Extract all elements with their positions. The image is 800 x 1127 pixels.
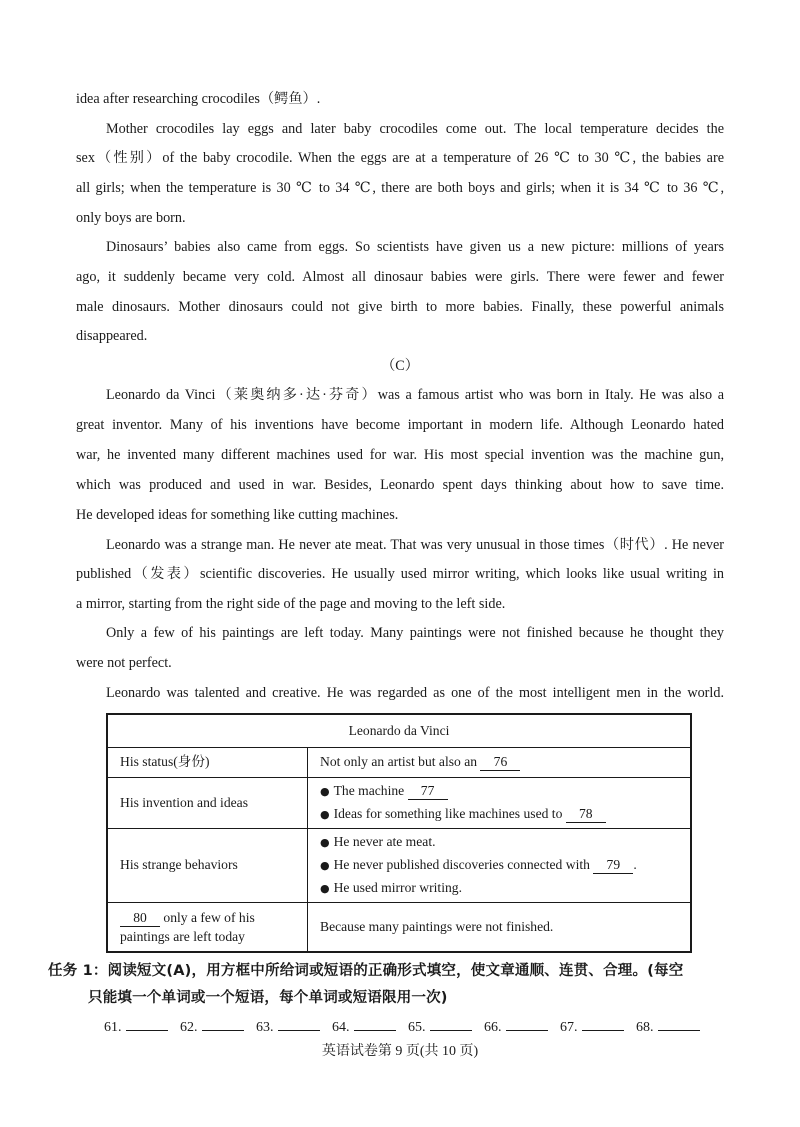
bullet-icon: ● xyxy=(320,858,330,872)
invention-item: The machine xyxy=(333,782,405,798)
paragraph-line: Only a few of his paintings are left today. Many paintings were not finished because he thought they xyxy=(106,625,724,641)
paragraph-line: Leonardo da Vinci（莱奥纳多·达·芬奇）was a famous artist who was born in Italy. He was also a xyxy=(106,387,724,403)
blank-78[interactable]: 78 xyxy=(566,806,606,823)
paragraph-line: sex（性别）of the baby crocodile. When the eggs are at a temperature of 26 ℃ to 30 ℃, the babies are xyxy=(76,150,724,166)
invention-item: Ideas for something like machines used to xyxy=(333,805,563,821)
paragraph-line: ago, it suddenly became very cold. Almost all dinosaur babies were girls. There were fewer and fewer xyxy=(76,269,724,285)
blank-76[interactable]: 76 xyxy=(480,754,520,771)
answer-blank[interactable]: 65. xyxy=(408,1017,472,1036)
blank-79[interactable]: 79 xyxy=(593,857,633,874)
paragraph-line: disappeared. xyxy=(76,328,148,344)
paintings-label-b: paintings are left today xyxy=(120,928,245,944)
period: . xyxy=(633,856,637,872)
bullet-icon: ● xyxy=(320,881,330,895)
table-label-behaviors: His strange behaviors xyxy=(107,828,308,902)
page-footer: 英语试卷第 9 页(共 10 页) xyxy=(321,1044,479,1059)
table-label-invention: His invention and ideas xyxy=(107,777,308,828)
answer-blank[interactable]: 62. xyxy=(180,1017,244,1036)
paragraph-line: only boys are born. xyxy=(76,210,186,226)
behavior-item: He never ate meat. xyxy=(333,833,436,849)
paragraph-line: Mother crocodiles lay eggs and later baby crocodiles come out. The local temperature decides the xyxy=(106,121,724,137)
answer-blanks xyxy=(104,1017,709,1036)
answer-blank[interactable]: 67. xyxy=(560,1017,624,1036)
section-heading: （C） xyxy=(381,358,419,374)
bullet-icon: ● xyxy=(320,784,330,798)
paragraph-line: published（发表）scientific discoveries. He usually used mirror writing, which looks like usual writing in xyxy=(76,566,724,582)
paragraph-line: which was produced and used in war. Besides, Leonardo spent days thinking about how to save time. xyxy=(76,477,724,493)
status-text: Not only an artist but also an xyxy=(320,754,478,769)
table-title: Leonardo da Vinci xyxy=(107,714,691,747)
table-cell-paintings: Because many paintings were not finished. xyxy=(308,902,692,952)
task-instruction-line1: 任务 1：阅读短文(A)，用方框中所给词或短语的正确形式填空，使文章通顺、连贯、合理。(每空 xyxy=(48,963,684,979)
behavior-item: He never published discoveries connected with xyxy=(333,856,590,872)
behavior-item: He used mirror writing. xyxy=(333,879,462,895)
paragraph-line: idea after researching crocodiles（鳄鱼）. xyxy=(76,91,321,107)
task-instruction-line2: 只能填一个单词或一个短语，每个单词或短语限用一次) xyxy=(88,990,448,1006)
info-table xyxy=(106,713,692,953)
answer-blank[interactable]: 61. xyxy=(104,1017,168,1036)
blank-80[interactable]: 80 xyxy=(120,910,160,927)
bullet-icon: ● xyxy=(320,807,330,821)
paragraph-line: were not perfect. xyxy=(76,655,172,671)
paragraph-line: male dinosaurs. Mother dinosaurs could not give birth to more babies. Finally, these powerful animals xyxy=(76,299,724,315)
table-cell-status xyxy=(308,747,692,777)
answer-blank[interactable]: 66. xyxy=(484,1017,548,1036)
paintings-label-a: only a few of his xyxy=(163,909,255,925)
table-cell-behaviors xyxy=(308,828,692,902)
paragraph-line: war, he invented many different machines used for war. His most special invention was the machine gun, xyxy=(76,447,724,463)
answer-blank[interactable]: 63. xyxy=(256,1017,320,1036)
paragraph-line: He developed ideas for something like cutting machines. xyxy=(76,507,399,523)
paragraph-line: a mirror, starting from the right side of the page and moving to the left side. xyxy=(76,596,506,612)
answer-blank[interactable]: 64. xyxy=(332,1017,396,1036)
paragraph-line: Leonardo was a strange man. He never ate meat. That was very unusual in those times（时代）. He never xyxy=(106,537,724,553)
paragraph-line: great inventor. Many of his inventions have become important in modern life. Although Leonardo hated xyxy=(76,417,724,433)
paragraph-line: Dinosaurs’ babies also came from eggs. So scientists have given us a new picture: millions of years xyxy=(106,239,724,255)
table-label-paintings xyxy=(107,902,308,952)
answer-blank[interactable]: 68. xyxy=(636,1017,700,1036)
table-cell-invention xyxy=(308,777,692,828)
bullet-icon: ● xyxy=(320,835,330,849)
paragraph-line: all girls; when the temperature is 30 ℃ to 34 ℃, there are both boys and girls; when it is 34 ℃ to 36 ℃, xyxy=(76,180,724,196)
blank-77[interactable]: 77 xyxy=(408,783,448,800)
paragraph-line: Leonardo was talented and creative. He was regarded as one of the most intelligent men in the world. xyxy=(106,685,724,701)
table-label-status: His status(身份) xyxy=(107,747,308,777)
